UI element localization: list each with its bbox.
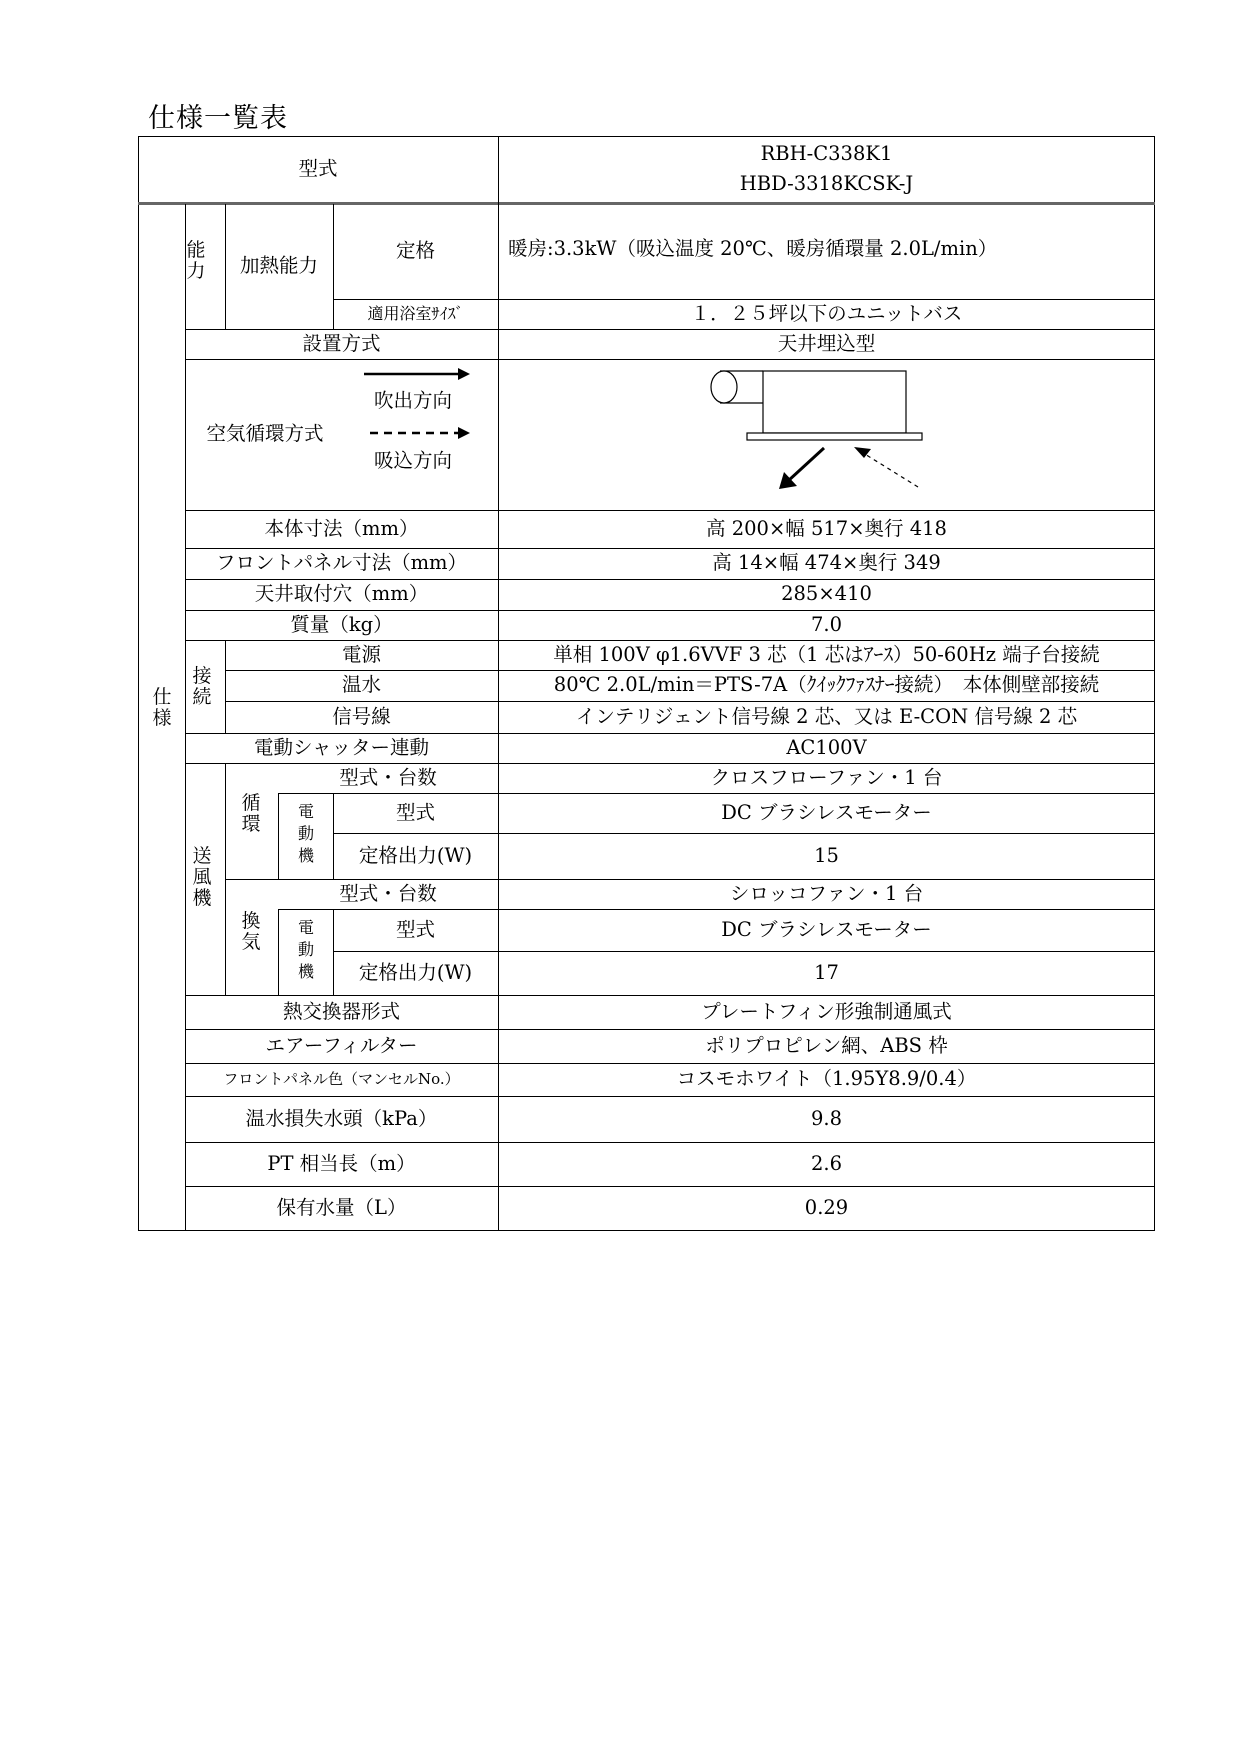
pt-length-label: PT 相当長（m） <box>267 1151 416 1175</box>
mass-value: 7.0 <box>810 612 842 636</box>
pt-length-value: 2.6 <box>810 1151 842 1175</box>
page-title: 仕様一覧表 <box>148 103 288 134</box>
inlet-direction-label: 吸込方向 <box>373 448 452 472</box>
spec-table <box>138 136 1155 1231</box>
shutter-value: AC100V <box>786 735 867 759</box>
capacity-group-label: 能力 <box>186 239 206 282</box>
power-label: 電源 <box>341 642 381 666</box>
circ-output-label: 定格出力(W) <box>358 843 473 867</box>
body-dims-label: 本体寸法（mm） <box>264 516 419 540</box>
panel-color-value: コスモホワイト（1.95Y8.9/0.4） <box>676 1067 977 1091</box>
panel-dims-value: 高 14×幅 474×奥行 349 <box>712 551 941 575</box>
model-label: 型式 <box>298 156 338 180</box>
circ-type-count-label: 型式・台数 <box>339 765 437 789</box>
vent-type-count-label: 型式・台数 <box>339 881 437 905</box>
mass-label: 質量（kg） <box>290 612 393 636</box>
outlet-direction-label: 吹出方向 <box>373 388 452 412</box>
water-volume-label: 保有水量（L） <box>276 1195 407 1219</box>
dashed-arrow-icon <box>458 427 470 439</box>
hot-water-label: 温水 <box>341 673 381 697</box>
air-filter-label: エアーフィルター <box>265 1033 418 1057</box>
airflow-label: 空気循環方式 <box>206 422 324 446</box>
heat-exchanger-value: プレートフィン形強制通風式 <box>701 999 952 1023</box>
circ-motor-type-value: DC ブラシレスモーター <box>721 800 932 824</box>
hot-water-value: 80℃ 2.0L/min＝PTS-7A（ｸｲｯｸﾌｧｽﾅｰ接続） 本体側壁部接続 <box>553 673 1100 697</box>
model-value-2: HBD-3318KCSK-J <box>739 171 914 195</box>
heating-capacity-label: 加熱能力 <box>239 254 318 278</box>
rated-value: 暖房:3.3kW（吸込温度 20℃、暖房循環量 2.0L/min） <box>508 236 998 260</box>
spec-label: 仕様 <box>152 686 172 729</box>
vent-motor-type-label: 型式 <box>395 917 435 941</box>
unit-body-illustration <box>711 371 922 440</box>
signal-line-label: 信号線 <box>332 704 391 728</box>
circ-type-count-value: クロスフローファン・1 台 <box>710 765 943 789</box>
vent-motor-type-value: DC ブラシレスモーター <box>721 917 932 941</box>
ventilation-label: 換気 <box>241 910 261 953</box>
circ-motor-label: 電動機 <box>297 802 314 865</box>
signal-line-value: インテリジェント信号線 2 芯、又は E-CON 信号線 2 芯 <box>575 704 1078 728</box>
ceiling-hole-label: 天井取付穴（mm） <box>254 582 429 606</box>
vent-type-count-value: シロッコファン・1 台 <box>729 881 924 905</box>
air-filter-value: ポリプロピレン網、ABS 枠 <box>705 1033 948 1057</box>
body-dims-value: 高 200×幅 517×奥行 418 <box>706 516 947 540</box>
vent-motor-label: 電動機 <box>297 918 314 981</box>
head-loss-value: 9.8 <box>810 1106 842 1130</box>
panel-color-label: フロントパネル色（マンセルNo.） <box>223 1070 460 1089</box>
install-value: 天井埋込型 <box>777 331 876 355</box>
model-value-1: RBH-C338K1 <box>760 141 893 165</box>
bath-size-value: １．２５坪以下のユニットバス <box>690 301 963 325</box>
circ-output-value: 15 <box>814 843 839 867</box>
circulation-label: 循環 <box>241 792 261 835</box>
install-label: 設置方式 <box>302 331 381 355</box>
connection-group-label: 接続 <box>192 665 212 708</box>
panel-dims-label: フロントパネル寸法（mm） <box>215 551 468 575</box>
heat-exchanger-label: 熱交換器形式 <box>282 999 400 1023</box>
vent-output-value: 17 <box>814 960 839 984</box>
fan-group-label: 送風機 <box>192 845 212 909</box>
bath-size-label: 適用浴室ｻｲｽﾞ <box>367 304 464 323</box>
ceiling-hole-value: 285×410 <box>781 582 872 606</box>
rated-label: 定格 <box>395 239 435 263</box>
solid-arrow-icon <box>458 368 470 380</box>
power-value: 単相 100V φ1.6VVF 3 芯（1 芯はｱｰｽ）50-60Hz 端子台接続 <box>553 642 1100 666</box>
shutter-label: 電動シャッター連動 <box>253 735 430 759</box>
vent-output-label: 定格出力(W) <box>358 960 473 984</box>
water-volume-value: 0.29 <box>804 1195 849 1219</box>
circ-motor-type-label: 型式 <box>395 800 435 824</box>
head-loss-label: 温水損失水頭（kPa） <box>245 1106 438 1130</box>
